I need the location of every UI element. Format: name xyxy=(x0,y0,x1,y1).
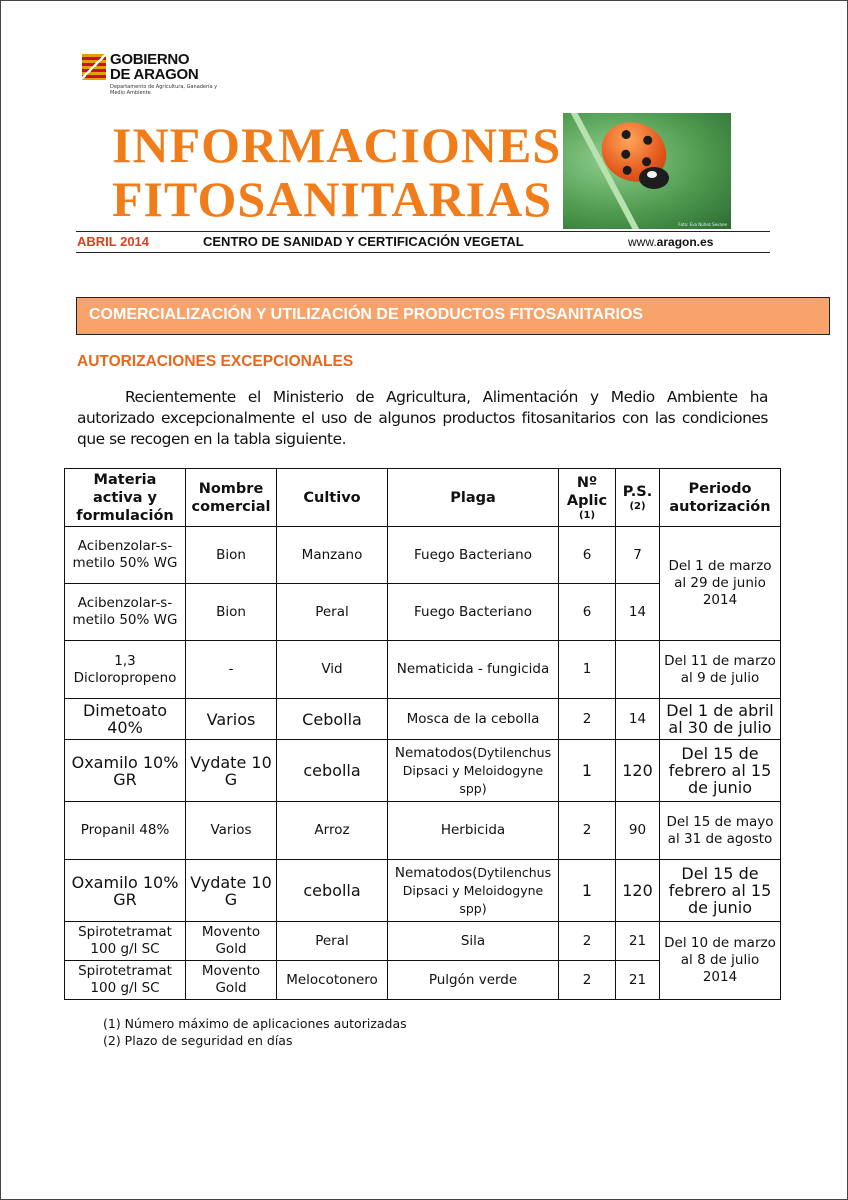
photo-credit: Foto: Eva Núñez Sevane xyxy=(678,222,727,227)
logo-line2: DE ARAGON xyxy=(110,66,199,83)
cell-plaga: Nematodos(Dytilenchus Dipsaci y Meloidogyne spp) xyxy=(388,860,559,922)
header-materia: Materia activa y formulación xyxy=(65,469,186,527)
cell-periodo: Del 15 de febrero al 15 de junio xyxy=(660,860,781,922)
cell-cultivo: Peral xyxy=(277,584,388,641)
cell-aplic: 2 xyxy=(559,922,616,961)
header-aplic: Nº Aplic (1) xyxy=(559,469,616,527)
cell-ps: 21 xyxy=(616,922,660,961)
cell-cultivo: Melocotonero xyxy=(277,961,388,1000)
cell-nombre: Bion xyxy=(186,584,277,641)
cell-ps: 21 xyxy=(616,961,660,1000)
cell-materia: Dimetoato 40% xyxy=(65,699,186,740)
cell-materia: Oxamilo 10% GR xyxy=(65,740,186,802)
table-row xyxy=(65,641,781,699)
section-title: COMERCIALIZACIÓN Y UTILIZACIÓN DE PRODUCTOS FITOSANITARIOS xyxy=(89,306,644,323)
ladybug-eye xyxy=(647,171,657,178)
cell-ps: 120 xyxy=(616,860,660,922)
table-row xyxy=(65,699,781,740)
page-title xyxy=(112,118,561,226)
ladybug-photo xyxy=(563,113,731,229)
cell-materia: Propanil 48% xyxy=(65,802,186,860)
cell-materia: Spirotetramat 100 g/l SC xyxy=(65,922,186,961)
website-link[interactable]: www.aragon.es xyxy=(628,235,714,249)
cell-nombre: Movento Gold xyxy=(186,961,277,1000)
cell-nombre: Varios xyxy=(186,802,277,860)
cell-periodo: Del 15 de mayo al 31 de agosto xyxy=(660,802,781,860)
cell-cultivo: Vid xyxy=(277,641,388,699)
cell-plaga: Nematodos(Dytilenchus Dipsaci y Meloidogyne spp) xyxy=(388,740,559,802)
cell-aplic: 6 xyxy=(559,584,616,641)
logo-subtitle: Departamento de Agricultura, Ganadería y Medio Ambiente xyxy=(110,84,218,96)
cell-plaga: Nematicida - fungicida xyxy=(388,641,559,699)
cell-aplic: 2 xyxy=(559,961,616,1000)
intro-paragraph: Recientemente el Ministerio de Agricultura, Alimentación y Medio Ambiente ha autorizado excepcionalmente el uso de algunos productos fitosanitarios con las condiciones que se recogen en la tabla siguiente. xyxy=(77,388,768,448)
cell-plaga: Mosca de la cebolla xyxy=(388,699,559,740)
cell-plaga: Fuego Bacteriano xyxy=(388,527,559,584)
cell-plaga: Fuego Bacteriano xyxy=(388,584,559,641)
cell-aplic: 1 xyxy=(559,641,616,699)
cell-ps: 14 xyxy=(616,699,660,740)
footnote-2: (2) Plazo de seguridad en días xyxy=(103,1033,293,1048)
table-header-row xyxy=(65,469,781,527)
aragon-flag-icon xyxy=(82,54,106,80)
cell-ps: 14 xyxy=(616,584,660,641)
cell-nombre: Vydate 10 G xyxy=(186,740,277,802)
cell-periodo: Del 15 de febrero al 15 de junio xyxy=(660,740,781,802)
cell-periodo: Del 10 de marzo al 8 de julio 2014 xyxy=(660,922,781,1000)
cell-aplic: 1 xyxy=(559,860,616,922)
cell-periodo: Del 1 de abril al 30 de julio xyxy=(660,699,781,740)
cell-ps: 90 xyxy=(616,802,660,860)
center-name: CENTRO DE SANIDAD Y CERTIFICACIÓN VEGETAL xyxy=(203,234,524,249)
cell-ps: 120 xyxy=(616,740,660,802)
title-line1: INFORMACIONES xyxy=(112,117,562,173)
logo-line1: GOBIERNO xyxy=(110,51,190,68)
cell-materia: Acibenzolar-s-metilo 50% WG xyxy=(65,527,186,584)
cell-materia: 1,3 Dicloropropeno xyxy=(65,641,186,699)
cell-cultivo: Cebolla xyxy=(277,699,388,740)
header-plaga: Plaga xyxy=(388,469,559,527)
table-row xyxy=(65,922,781,961)
title-line2: FITOSANITARIAS xyxy=(112,171,553,227)
table-row xyxy=(65,802,781,860)
cell-cultivo: cebolla xyxy=(277,740,388,802)
header-periodo: Periodo autorización xyxy=(660,469,781,527)
cell-aplic: 6 xyxy=(559,527,616,584)
cell-cultivo: Peral xyxy=(277,922,388,961)
cell-nombre: Movento Gold xyxy=(186,922,277,961)
section-subtitle: AUTORIZACIONES EXCEPCIONALES xyxy=(77,353,354,370)
cell-materia: Oxamilo 10% GR xyxy=(65,860,186,922)
cell-nombre: Vydate 10 G xyxy=(186,860,277,922)
cell-periodo: Del 1 de marzo al 29 de junio 2014 xyxy=(660,527,781,641)
table-row xyxy=(65,527,781,584)
cell-materia: Spirotetramat 100 g/l SC xyxy=(65,961,186,1000)
cell-nombre: Varios xyxy=(186,699,277,740)
cell-periodo: Del 11 de marzo al 9 de julio xyxy=(660,641,781,699)
footnote-1: (1) Número máximo de aplicaciones autorizadas xyxy=(103,1016,407,1031)
gobierno-aragon-logo xyxy=(78,50,218,102)
cell-nombre: Bion xyxy=(186,527,277,584)
cell-aplic: 1 xyxy=(559,740,616,802)
table-row xyxy=(65,860,781,922)
cell-cultivo: cebolla xyxy=(277,860,388,922)
header-cultivo: Cultivo xyxy=(277,469,388,527)
table-row xyxy=(65,740,781,802)
cell-cultivo: Arroz xyxy=(277,802,388,860)
cell-aplic: 2 xyxy=(559,802,616,860)
section-title-box xyxy=(76,297,830,335)
issue-date: ABRIL 2014 xyxy=(77,234,150,249)
cell-plaga: Herbicida xyxy=(388,802,559,860)
cell-nombre: - xyxy=(186,641,277,699)
footnotes xyxy=(103,1015,407,1049)
authorizations-table xyxy=(64,468,781,1000)
cell-cultivo: Manzano xyxy=(277,527,388,584)
header-rule-top xyxy=(76,231,770,232)
cell-materia: Acibenzolar-s-metilo 50% WG xyxy=(65,584,186,641)
header-ps: P.S. (2) xyxy=(616,469,660,527)
cell-ps xyxy=(616,641,660,699)
cell-plaga: Sila xyxy=(388,922,559,961)
cell-aplic: 2 xyxy=(559,699,616,740)
header-nombre: Nombre comercial xyxy=(186,469,277,527)
cell-ps: 7 xyxy=(616,527,660,584)
cell-plaga: Pulgón verde xyxy=(388,961,559,1000)
header-rule-bottom xyxy=(76,252,770,253)
